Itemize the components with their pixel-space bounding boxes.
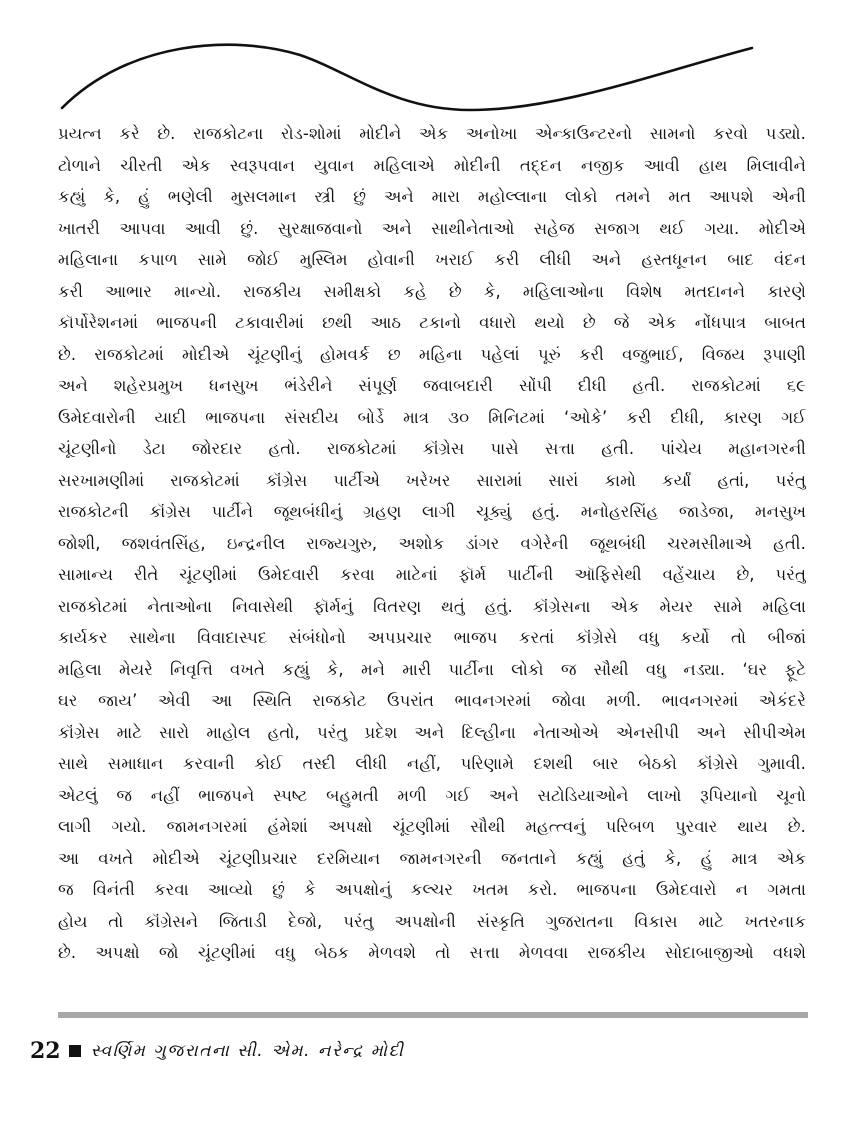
text-line: છે. રાજકોટમાં મોદીએ ચૂંટણીનું હોમવર્ક છ મહિના પહેલાં પૂરું કરી વજુભાઈ, વિજય રૂપાણી <box>58 344 806 364</box>
text-line: કૉંગ્રેસ માટે સારો માહોલ હતો, પરંતુ પ્રદેશ અને દિલ્હીના નેતાઓએ એનસીપી અને સીપીએમ <box>58 722 806 742</box>
text-line: સામાન્ય રીતે ચૂંટણીમાં ઉમેદવારી કરવા માટેનાં ફૉર્મ પાર્ટીની ઑફિસેથી વહેંચાય છે, પરંતુ <box>58 565 806 584</box>
text-line: રાજકોટમાં નેતાઓના નિવાસેથી ફૉર્મનું વિતરણ થતું હતું. કૉંગ્રેસના એક મેયર સામે મહિલા <box>58 596 806 616</box>
text-line: લાગી ગયો. જામનગરમાં હંમેશાં અપક્ષો ચૂંટણીમાં સૌથી મહત્ત્વનું પરિબળ પુરવાર થાય છે. <box>58 817 806 836</box>
text-line: મહિલા મેયરે નિવૃત્તિ વખતે કહ્યું કે, મને મારી પાર્ટીના લોકો જ સૌથી વધુ નડ્યા. ‘ઘર ફૂટે <box>58 659 806 679</box>
text-line: અને શહેરપ્રમુખ ધનસુખ ભંડેરીને સંપૂર્ણ જવાબદારી સોંપી દીધી હતી. રાજકોટમાં ૬૯ <box>58 376 806 395</box>
body-text <box>58 118 806 969</box>
footer-rule <box>58 1012 808 1018</box>
black-square-icon <box>69 1045 81 1057</box>
text-line: કૉર્પોરેશનમાં ભાજપની ટકાવારીમાં છથી આઠ ટકાનો વધારો થયો છે જે એક નોંધપાત્ર બાબત <box>58 313 806 332</box>
text-line: સાથે સમાધાન કરવાની કોઈ તસ્દી લીધી નહીં, પરિણામે દશથી બાર બેઠકો કૉંગ્રેસે ગુમાવી. <box>58 754 806 773</box>
text-line: કહ્યું કે, હું ભણેલી મુસલમાન સ્ત્રી છું અને મારા મહોલ્લાના લોકો તમને મત આપશે એની <box>58 187 806 206</box>
text-line: કરી આભાર માન્યો. રાજકીય સમીક્ષકો કહે છે કે, મહિલાઓના વિશેષ મતદાનને કારણે <box>58 281 806 301</box>
text-line: કાર્યકર સાથેના વિવાદાસ્પદ સંબંધોનો અપપ્રચાર ભાજપ કરતાં કૉંગ્રેસે વધુ કર્યો તો બીજાં <box>58 628 806 647</box>
text-line: ઘર જાય’ એવી આ સ્થિતિ રાજકોટ ઉપરાંત ભાવનગરમાં જોવા મળી. ભાવનગરમાં એકંદરે <box>58 691 806 710</box>
text-line: મહિલાના કપાળ સામે જોઈ મુસ્લિમ હોવાની ખરાઈ કરી લીધી અને હસ્તધૂનન બાદ વંદન <box>58 250 806 269</box>
text-line: હોય તો કૉંગ્રેસને જિતાડી દેજો, પરંતુ અપક્ષોની સંસ્કૃતિ ગુજરાતના વિકાસ માટે ખતરનાક <box>58 911 806 931</box>
text-line: એટલું જ નહીં ભાજપને સ્પષ્ટ બહુમતી મળી ગઈ અને સટોડિયાઓને લાખો રૂપિયાનો ચૂનો <box>58 785 806 805</box>
text-line: જોશી, જશવંતસિંહ, ઇન્દ્રનીલ રાજ્યગુરુ, અશોક ડાંગર વગેરેની જૂથબંધી ચરમસીમાએ હતી. <box>58 533 806 553</box>
text-line: ટોળાને ચીરતી એક સ્વરૂપવાન યુવાન મહિલાએ મોદીની તદ્દન નજીક આવી હાથ મિલાવીને <box>58 155 806 175</box>
text-line: સરખામણીમાં રાજકોટમાં કૉંગ્રેસ પાર્ટીએ ખરેખર સારામાં સારાં કામો કર્યાં હતાં, પરંતુ <box>58 470 806 490</box>
decorative-wave <box>0 0 858 130</box>
text-line: આ વખતે મોદીએ ચૂંટણીપ્રચાર દરમિયાન જામનગરની જનતાને કહ્યું હતું કે, હું માત્ર એક <box>58 848 806 868</box>
text-line: ઉમેદવારોની યાદી ભાજપના સંસદીય બોર્ડે માત્ર ૩૦ મિનિટમાં ‘ઓકે’ કરી દીધી, કારણ ગઈ <box>58 407 806 427</box>
page-number: 22 <box>30 1038 61 1064</box>
text-line: ચૂંટણીનો ડેટા જોરદાર હતો. રાજકોટમાં કૉંગ્રેસ પાસે સત્તા હતી. પાંચેય મહાનગરની <box>58 439 806 458</box>
text-line: છે. અપક્ષો જો ચૂંટણીમાં વધુ બેઠક મેળવશે તો સત્તા મેળવવા રાજકીય સોદાબાજીઓ વધશે <box>58 943 806 962</box>
page-footer <box>30 1034 404 1068</box>
book-title: સ્વર્ણિમ ગુજરાતના સી. એમ. નરેન્દ્ર મોદી <box>90 1041 405 1061</box>
text-line: જ વિનંતી કરવા આવ્યો છું કે અપક્ષોનું કલ્ચર ખતમ કરો. ભાજપના ઉમેદવારો ન ગમતા <box>58 880 806 899</box>
text-line: ખાતરી આપવા આવી છું. સુરક્ષાજવાનો અને સાથીનેતાઓ સહેજ સજાગ થઈ ગયા. મોદીએ <box>58 218 806 238</box>
text-line: પ્રયત્ન કરે છે. રાજકોટના રોડ-શોમાં મોદીને એક અનોખા એન્કાઉન્ટરનો સામનો કરવો પડ્યો. <box>58 124 806 143</box>
text-line: રાજકોટની કૉંગ્રેસ પાર્ટીને જૂથબંધીનું ગ્રહણ લાગી ચૂક્યું હતું. મનોહરસિંહ જાડેજા, મનસુખ <box>58 502 806 521</box>
